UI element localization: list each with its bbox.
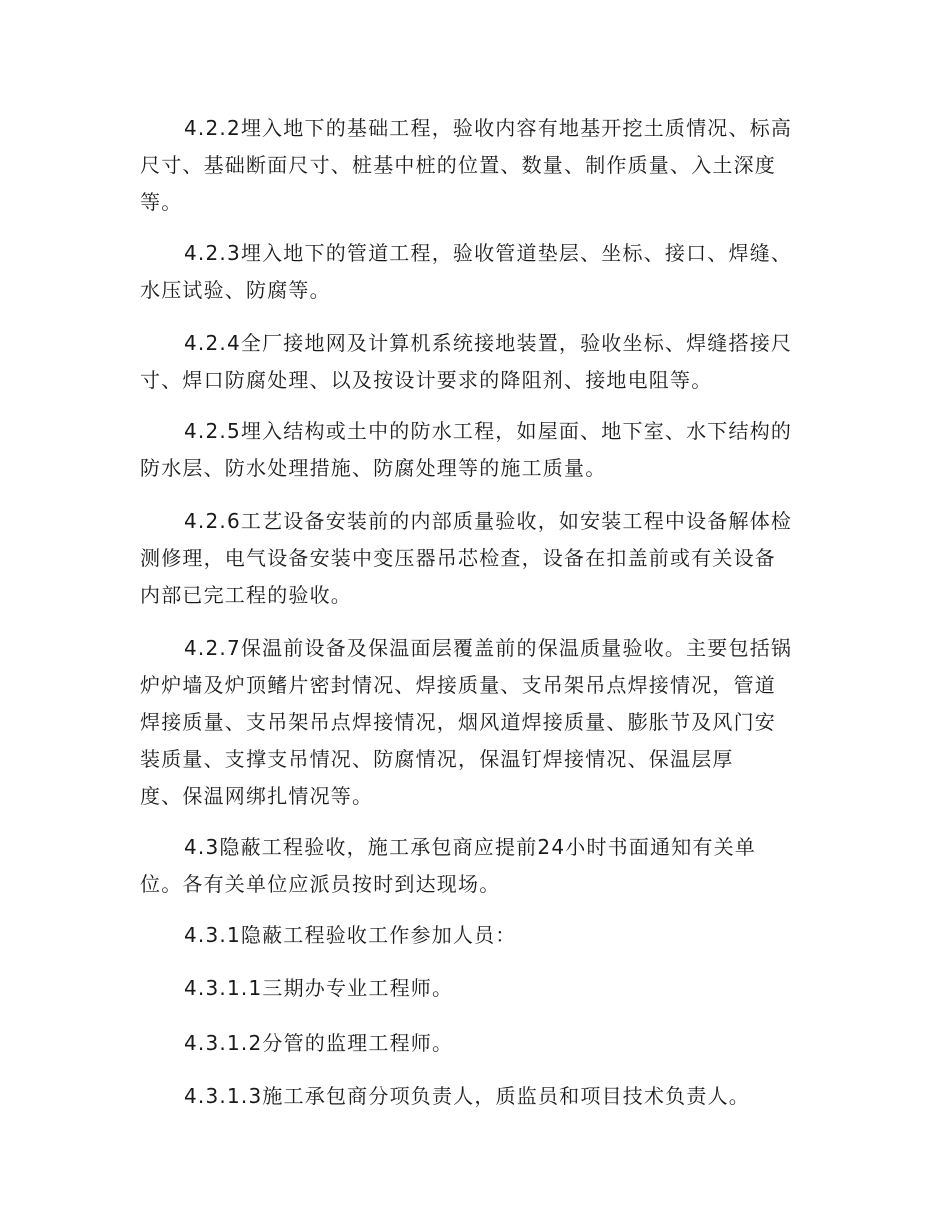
paragraph-4-2-5: 4.2.5埋入结构或土中的防水工程，如屋面、地下室、水下结构的 防水层、防水处理措施、防腐处理等的施工质量。 [140,419,793,480]
paragraph-4-3-1: 4.3.1隐蔽工程验收工作参加人员： [184,923,517,947]
paragraph-4-3-1-1: 4.3.1.1三期办专业工程师。 [184,976,454,1000]
paragraph-4-3-1-3: 4.3.1.3施工承包商分项负责人，质监员和项目技术负责人。 [184,1084,750,1108]
paragraph-4-2-4: 4.2.4全厂接地网及计算机系统接地装置，验收坐标、焊缝搭接尺 寸、焊口防腐处理、以及按设计要求的降阻剂、接地电阻等。 [140,331,793,392]
paragraph-4-2-3: 4.2.3埋入地下的管道工程，验收管道垫层、坐标、接口、焊缝、 水压试验、防腐等。 [140,241,793,302]
paragraph-4-3: 4.3隐蔽工程验收，施工承包商应提前24小时书面通知有关单 位。各有关单位应派员按时到达现场。 [140,835,757,896]
paragraph-4-3-1-2: 4.3.1.2分管的监理工程师。 [184,1031,454,1055]
paragraph-4-2-7: 4.2.7保温前设备及保温面层覆盖前的保温质量验收。主要包括锅 炉炉墙及炉顶鳍片密封情况、焊接质量、支吊架吊点焊接情况，管道 焊接质量、支吊架吊点焊接情况，烟风道焊接质量、膨胀节及风门安 装质量、支撑支吊情况、防腐情况，保温钉焊接情况、保温层厚 度、保温网绑扎情况等。 [140,636,793,808]
paragraph-4-2-6: 4.2.6工艺设备安装前的内部质量验收，如安装工程中设备解体检 测修理，电气设备安装中变压器吊芯检查，设备在扣盖前或有关设备 内部已完工程的验收。 [140,509,793,607]
paragraph-4-2-2: 4.2.2埋入地下的基础工程，验收内容有地基开挖土质情况、标高 尺寸、基础断面尺寸、桩基中桩的位置、数量、制作质量、入土深度 等。 [140,116,793,214]
